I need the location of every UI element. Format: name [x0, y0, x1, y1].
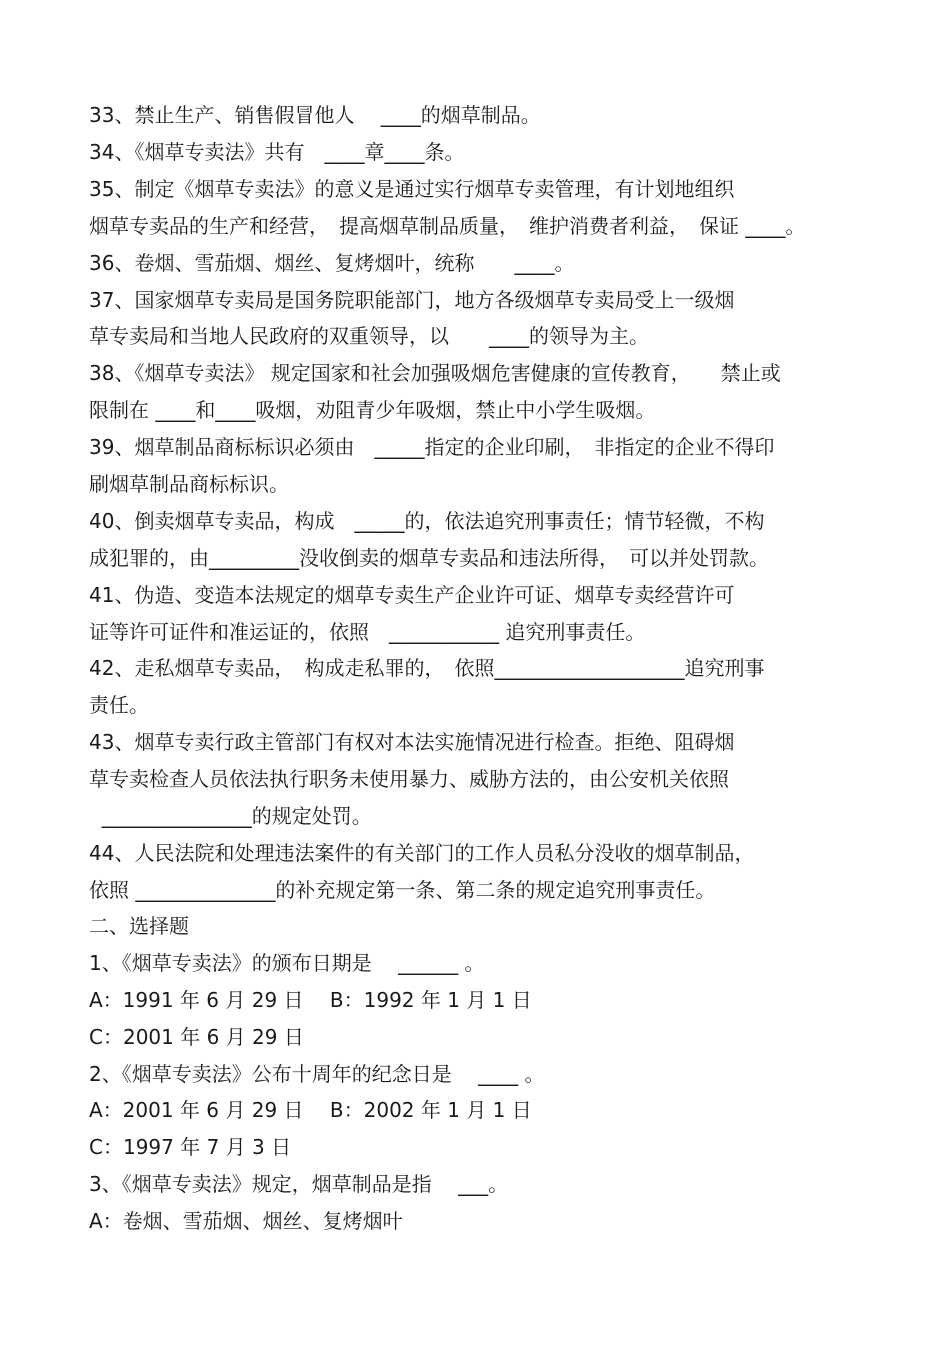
text-line: 依照 ______________的补充规定第一条、第二条的规定追究刑事责任。: [89, 878, 716, 902]
text-line: 43、烟草专卖行政主管部门有权对本法实施情况进行检查。拒绝、阻碍烟: [89, 730, 735, 754]
section-heading: 二、选择题: [89, 914, 189, 938]
option-line: A：2001 年 6 月 29 日 B：2002 年 1 月 1 日: [89, 1098, 532, 1122]
text-line: 35、制定《烟草专卖法》的意义是通过实行烟草专卖管理，有计划地组织: [89, 177, 735, 201]
text-line: 37、国家烟草专卖局是国务院职能部门，地方各级烟草专卖局受上一级烟: [89, 288, 735, 312]
question-line: 2、《烟草专卖法》公布十周年的纪念日是 ____ 。: [89, 1062, 545, 1086]
option-line: A：1991 年 6 月 29 日 B：1992 年 1 月 1 日: [89, 988, 532, 1012]
text-line: _______________的规定处罚。: [89, 804, 372, 828]
text-line: 38、《烟草专卖法》 规定国家和社会加强吸烟危害健康的宣传教育， 禁止或: [89, 361, 781, 385]
question-line: 1、《烟草专卖法》的颁布日期是 ______ 。: [89, 951, 485, 975]
text-line: 42、走私烟草专卖品， 构成走私罪的， 依照___________________追究刑事: [89, 656, 765, 680]
text-line: 39、烟草制品商标标识必须由 _____指定的企业印刷， 非指定的企业不得印: [89, 435, 775, 459]
text-line: 41、伪造、变造本法规定的烟草专卖生产企业许可证、烟草专卖经营许可: [89, 583, 735, 607]
question-line: 3、《烟草专卖法》规定，烟草制品是指 ___。: [89, 1172, 509, 1196]
text-line: 成犯罪的，由_________没收倒卖的烟草专卖品和违法所得， 可以并处罚款。: [89, 546, 769, 570]
text-line: 限制在 ____和____吸烟，劝阻青少年吸烟，禁止中小学生吸烟。: [89, 398, 656, 422]
text-line: 烟草专卖品的生产和经营， 提高烟草制品质量， 维护消费者利益， 保证 ____。: [89, 214, 806, 238]
text-line: 40、倒卖烟草专卖品，构成 _____的，依法追究刑事责任；情节轻微，不构: [89, 509, 765, 533]
text-line: 44、人民法院和处理违法案件的有关部门的工作人员私分没收的烟草制品，: [89, 841, 755, 865]
text-line: 刷烟草制品商标标识。: [89, 472, 289, 496]
text-line: 证等许可证件和准运证的，依照 ___________ 追究刑事责任。: [89, 620, 646, 644]
option-line: C：1997 年 7 月 3 日: [89, 1135, 292, 1159]
text-line: 33、禁止生产、销售假冒他人 ____的烟草制品。: [89, 103, 541, 127]
option-line: C：2001 年 6 月 29 日: [89, 1025, 304, 1049]
text-line: 草专卖局和当地人民政府的双重领导，以 ____的领导为主。: [89, 324, 649, 348]
text-line: 责任。: [89, 693, 149, 717]
option-line: A：卷烟、雪茄烟、烟丝、复烤烟叶: [89, 1209, 403, 1233]
text-line: 草专卖检查人员依法执行职务未使用暴力、威胁方法的，由公安机关依照: [89, 767, 729, 791]
text-line: 34、《烟草专卖法》共有 ____章____条。: [89, 140, 465, 164]
text-line: 36、卷烟、雪茄烟、烟丝、复烤烟叶，统称 ____。: [89, 251, 575, 275]
